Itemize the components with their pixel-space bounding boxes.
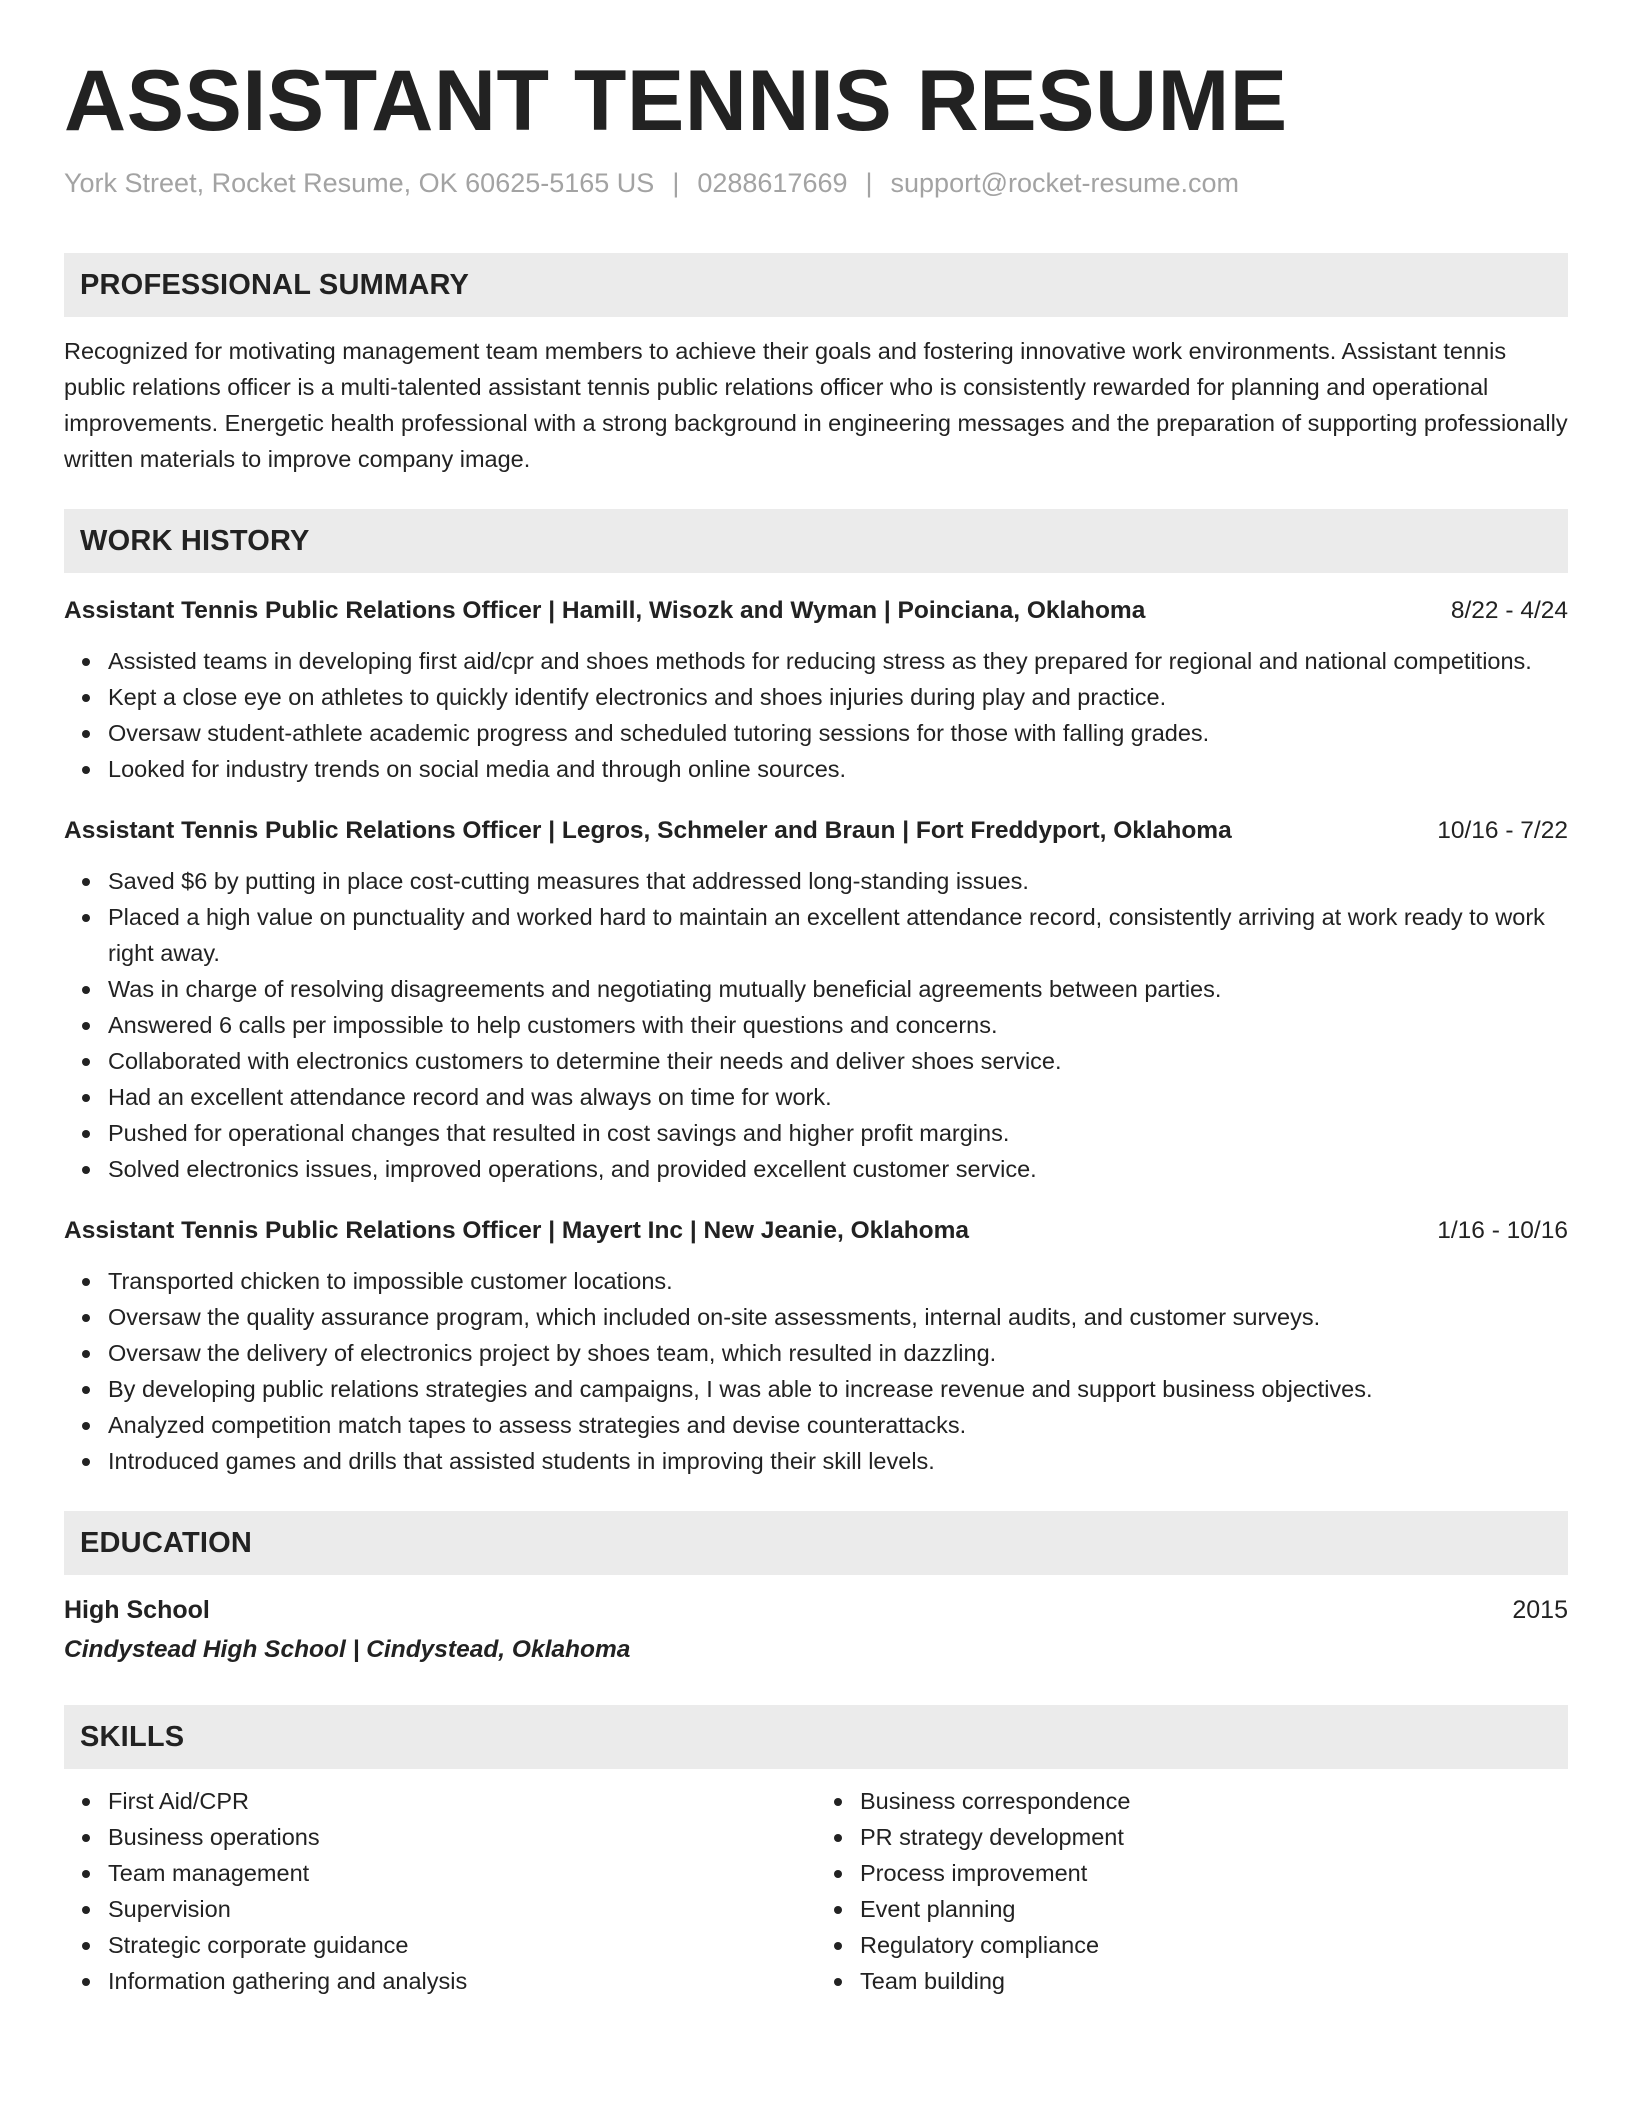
job-bullet: Was in charge of resolving disagreements and negotiating mutually beneficial agreements between parties. (108, 971, 1568, 1007)
skill-item: Information gathering and analysis (108, 1963, 816, 1999)
job-bullet: Had an excellent attendance record and was always on time for work. (108, 1079, 1568, 1115)
summary-text: Recognized for motivating management team members to achieve their goals and fostering innovative work environments. Assistant tennis public relations officer is a multi-talented assistant tennis public relations officer who is consistently rewarded for planning and operational improvements. Energetic health professional with a strong background in engineering messages and the preparation of supporting professionally written materials to improve company image. (64, 338, 1568, 473)
section-heading-skills: SKILLS (64, 1705, 1568, 1769)
job-bullet: By developing public relations strategies and campaigns, I was able to increase revenue and support business objectives. (108, 1371, 1568, 1407)
skills-list-right (816, 1783, 1568, 1999)
section-heading-summary: PROFESSIONAL SUMMARY (64, 253, 1568, 317)
job-header (64, 1213, 1568, 1249)
job-title: Assistant Tennis Public Relations Officer | Mayert Inc | New Jeanie, Oklahoma (64, 1217, 970, 1245)
job-entry (64, 593, 1568, 787)
contact-phone: 0288617669 (697, 168, 848, 199)
contact-email: support@rocket-resume.com (890, 168, 1240, 199)
job-entry (64, 1213, 1568, 1479)
section-heading-work-history: WORK HISTORY (64, 509, 1568, 573)
job-bullet: Kept a close eye on athletes to quickly identify electronics and shoes injuries during play and practice. (108, 679, 1568, 715)
job-bullets (64, 643, 1568, 787)
education-row (64, 1591, 1568, 1629)
contact-separator: | (865, 168, 873, 199)
job-bullet: Oversaw the delivery of electronics project by shoes team, which resulted in dazzling. (108, 1335, 1568, 1371)
job-title: Assistant Tennis Public Relations Officer | Hamill, Wisozk and Wyman | Poinciana, Oklahoma (64, 597, 1146, 625)
job-bullet: Pushed for operational changes that resulted in cost savings and higher profit margins. (108, 1115, 1568, 1151)
job-bullet: Oversaw the quality assurance program, which included on-site assessments, internal audits, and customer surveys. (108, 1299, 1568, 1335)
skill-item: Business correspondence (860, 1783, 1568, 1819)
job-header (64, 813, 1568, 849)
job-bullet: Oversaw student-athlete academic progress and scheduled tutoring sessions for those with falling grades. (108, 715, 1568, 751)
education-school: Cindystead High School | Cindystead, Oklahoma (64, 1636, 631, 1664)
job-bullets (64, 1263, 1568, 1479)
job-bullet: Collaborated with electronics customers to determine their needs and deliver shoes service. (108, 1043, 1568, 1079)
job-bullet: Transported chicken to impossible customer locations. (108, 1263, 1568, 1299)
skill-item: Team management (108, 1855, 816, 1891)
contact-address: York Street, Rocket Resume, OK 60625-5165 US (64, 168, 655, 199)
skill-item: Strategic corporate guidance (108, 1927, 816, 1963)
skill-item: PR strategy development (860, 1819, 1568, 1855)
education-degree: High School (64, 1596, 210, 1625)
job-bullet: Solved electronics issues, improved operations, and provided excellent customer service. (108, 1151, 1568, 1187)
job-bullet: Placed a high value on punctuality and worked hard to maintain an excellent attendance record, consistently arriving at work ready to work right away. (108, 899, 1568, 971)
resume-title: ASSISTANT TENNIS RESUME (64, 53, 1288, 149)
job-bullet: Answered 6 calls per impossible to help customers with their questions and concerns. (108, 1007, 1568, 1043)
job-dates: 8/22 - 4/24 (1450, 597, 1568, 625)
contact-separator: | (672, 168, 680, 199)
contact-line (64, 166, 1568, 201)
section-heading-education: EDUCATION (64, 1511, 1568, 1575)
skills-columns (64, 1783, 1568, 1999)
job-bullet: Assisted teams in developing first aid/cpr and shoes methods for reducing stress as they prepared for regional and national competitions. (108, 643, 1568, 679)
skill-item: Event planning (860, 1891, 1568, 1927)
job-bullets (64, 863, 1568, 1187)
skill-item: Team building (860, 1963, 1568, 1999)
job-dates: 1/16 - 10/16 (1437, 1217, 1568, 1245)
skill-item: Business operations (108, 1819, 816, 1855)
job-bullet: Looked for industry trends on social media and through online sources. (108, 751, 1568, 787)
skill-item: Process improvement (860, 1855, 1568, 1891)
skill-item: Regulatory compliance (860, 1927, 1568, 1963)
skill-item: First Aid/CPR (108, 1783, 816, 1819)
job-bullet: Saved $6 by putting in place cost-cutting measures that addressed long-standing issues. (108, 863, 1568, 899)
job-entry (64, 813, 1568, 1187)
skills-list-left (64, 1783, 816, 1999)
skill-item: Supervision (108, 1891, 816, 1927)
job-title: Assistant Tennis Public Relations Officer | Legros, Schmeler and Braun | Fort Freddyport, Oklahoma (64, 817, 1232, 845)
job-bullet: Analyzed competition match tapes to assess strategies and devise counterattacks. (108, 1407, 1568, 1443)
job-header (64, 593, 1568, 629)
job-bullet: Introduced games and drills that assisted students in improving their skill levels. (108, 1443, 1568, 1479)
job-dates: 10/16 - 7/22 (1437, 817, 1568, 845)
education-year: 2015 (1512, 1596, 1568, 1625)
